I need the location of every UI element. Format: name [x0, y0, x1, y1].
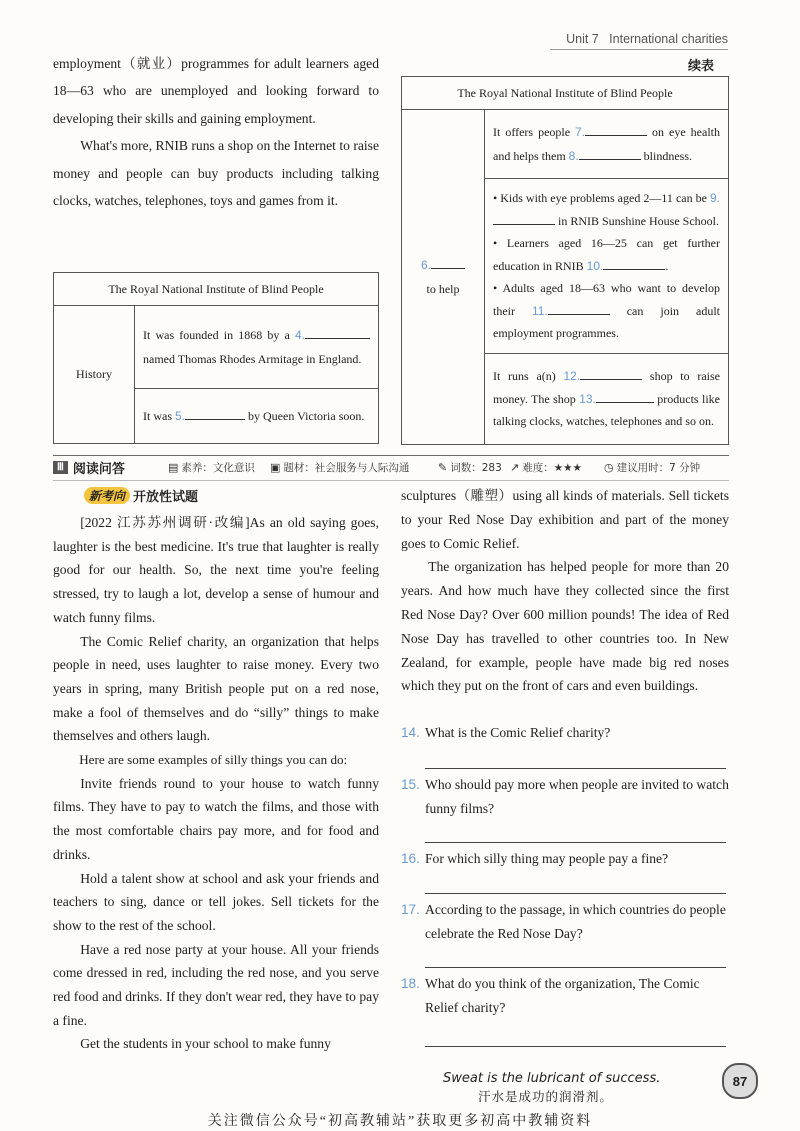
fill-blank[interactable]: [185, 408, 245, 420]
table-cell: It runs a(n) 12. shop to raise money. The shop 13. products like talking clocks, watches, telephones and so on.: [485, 354, 729, 445]
question: 18. What do you think of the organization, The Comic Relief charity?: [401, 976, 700, 1015]
fill-blank[interactable]: [548, 303, 610, 315]
paragraph: Hold a talent show at school and ask your friends and teachers to sing, dance or tell jokes. Sell tickets for the show to the rest of the school.: [53, 870, 379, 933]
motto-english: Sweat is the lubricant of success.: [443, 1071, 661, 1086]
fill-blank[interactable]: [431, 257, 465, 269]
blank-number: 5.: [175, 409, 186, 423]
section-number: Ⅲ: [53, 461, 68, 474]
fill-blank[interactable]: [579, 148, 641, 160]
blank-number: 8.: [568, 149, 579, 163]
book-icon: ▣: [270, 461, 281, 474]
table-cell: It offers people 7. on eye health and helps them 8. blindness.: [485, 110, 729, 179]
new-tag: [84, 486, 198, 505]
blank-number: 4.: [294, 328, 305, 342]
blank-number: 9.: [709, 191, 720, 206]
chart-icon: ↗: [510, 461, 520, 474]
fill-blank[interactable]: [603, 258, 665, 270]
question: 16. For which silly thing may people pay a fine?: [401, 851, 669, 866]
pen-icon: ✎: [438, 461, 448, 474]
history-table: [53, 272, 379, 444]
paragraph: [2022 江苏苏州调研·改编]As an old saying goes, laughter is the best medicine. It's true that laughter is really good for our health. So, the next time you're feeling stressed, try to laugh a lot, develop a sense of humour and watch funny films.: [53, 515, 379, 625]
paragraph: sculptures（雕塑）using all kinds of materials. Sell tickets to your Red Nose Day exhibition and part of the money goes to Comic Relief.: [401, 488, 729, 551]
bottom-notice: 关注微信公众号“初高教辅站”获取更多初高中教辅资料: [207, 1114, 593, 1129]
paragraph: Here are some examples of silly things you can do:: [79, 752, 348, 768]
paragraph: Invite friends round to your house to watch funny films. They have to pay to watch the films, and those with the most comfortable chairs pay more, and for food and drinks.: [53, 775, 379, 862]
section-heading: [53, 458, 125, 476]
meta-cishu: ✎ 词数：283: [438, 461, 502, 474]
blank-number: 13.: [579, 391, 596, 406]
fill-blank[interactable]: [596, 391, 654, 403]
section-title: 阅读问答: [72, 460, 125, 476]
fill-blank[interactable]: [493, 213, 555, 225]
fill-blank[interactable]: [585, 124, 647, 136]
table-cell: • Kids with eye problems aged 2—11 can be 9. in RNIB Sunshine House School. • Learners aged 16—25 can get further education in RNIB 10. . • Adults aged 18—63 who want to develop their 11. can join adult employment programmes.: [485, 179, 729, 354]
answer-line[interactable]: [425, 1046, 726, 1047]
table-cell: It was 5. by Queen Victoria soon.: [135, 389, 379, 444]
header-rule: [550, 49, 728, 50]
table-cell: It was founded in 1868 by a 4. named Thomas Rhodes Armitage in England.: [135, 306, 379, 389]
meta-time: ◷ 建议用时：7 分钟: [604, 461, 701, 474]
unit-header: [566, 32, 728, 46]
passage-left: [53, 511, 379, 1056]
answer-line[interactable]: [425, 842, 726, 843]
blank-number: 10.: [586, 258, 604, 273]
meta-nandu: ↗ 难度：★★★: [510, 461, 582, 474]
question: 14. What is the Comic Relief charity?: [401, 725, 611, 740]
blank-number: 11.: [531, 303, 548, 318]
continued-label: 续表: [687, 58, 714, 73]
paragraph: The organization has helped people for more than 20 years. And how much have they collected since the first Red Nose Day? Over 600 million pounds! The idea of Red Nose Day has travelled to other countries too. In New Zealand, for example, people have made big red noses which they put on the front of cars and even buildings.: [401, 559, 729, 694]
blank-number: 7.: [575, 125, 586, 139]
table-title: The Royal National Institute of Blind People: [402, 77, 729, 110]
paragraph: Have a red nose party at your house. All your friends come dressed in red, including the red nose, and you serve red food and drinks. If they don't wear red, they have to pay a fine.: [53, 941, 379, 1028]
question: 17. According to the passage, in which countries do people celebrate the Red Nose Day?: [401, 902, 726, 941]
paragraph: employment（就业）programmes for adult learners aged 18—63 who are unemployed and looking forward to developing their skills and gaining employment.: [53, 56, 379, 126]
motto-chinese: 汗水是成功的润滑剂。: [478, 1089, 614, 1104]
fill-blank[interactable]: [305, 327, 370, 339]
table-title: The Royal National Institute of Blind People: [54, 273, 379, 306]
meta-suyang: ▤ 素养：文化意识: [168, 461, 255, 474]
paragraph: Get the students in your school to make funny: [80, 1036, 331, 1052]
passage-right: [401, 484, 729, 698]
page-number: 87: [722, 1063, 758, 1099]
paragraph: What's more, RNIB runs a shop on the Internet to raise money and people can buy products including talking clocks, watches, telephones, toys and games from it.: [53, 138, 379, 209]
new-title: 开放性试题: [133, 490, 199, 505]
answer-line[interactable]: [425, 768, 726, 769]
unit-topic: International charities: [609, 32, 728, 46]
new-badge: 新考向: [84, 487, 130, 504]
fill-blank[interactable]: [580, 368, 642, 380]
answer-line[interactable]: [425, 893, 726, 894]
blank-number: 12.: [563, 369, 581, 384]
meta-ticai: ▣ 题材：社会服务与人际沟通: [270, 461, 410, 474]
unit-label: Unit 7: [566, 32, 599, 46]
clock-icon: ◷: [604, 461, 614, 474]
paragraph: The Comic Relief charity, an organization that helps people in need, uses laughter to raise money. Every two years in spring, many British people put on a red nose, make a fool of themselves and do “silly” things to make themselves and others laugh.: [53, 633, 379, 744]
row-label: 6. to help: [402, 110, 485, 445]
document-icon: ▤: [168, 461, 179, 474]
answer-line[interactable]: [425, 967, 726, 968]
left-text: [53, 50, 379, 214]
question: 15. Who should pay more when people are invited to watch funny films?: [401, 777, 729, 816]
blank-number: 6.: [420, 258, 431, 272]
row-label: History: [54, 306, 135, 444]
help-table: [401, 76, 729, 445]
